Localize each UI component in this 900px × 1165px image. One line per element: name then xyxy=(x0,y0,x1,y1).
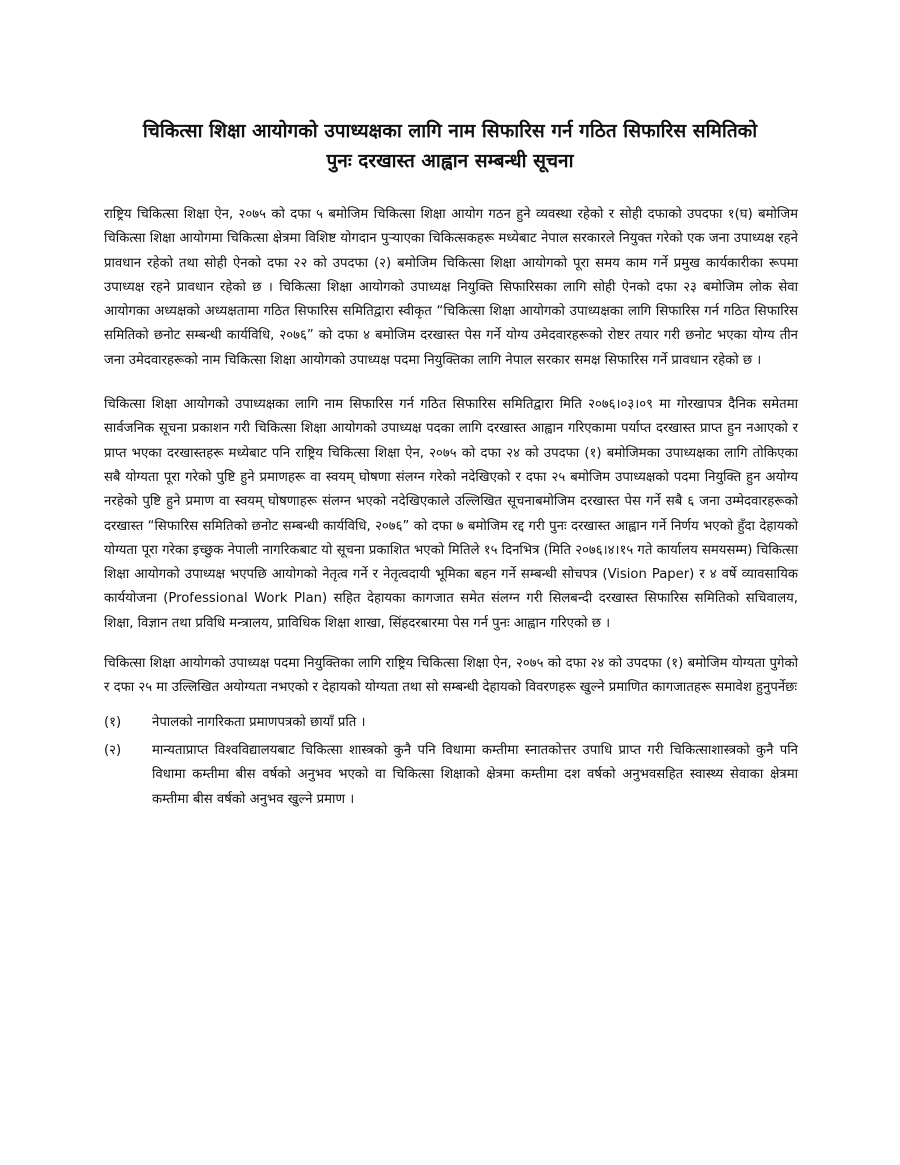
paragraph-3: चिकित्सा शिक्षा आयोगको उपाध्यक्ष पदमा नियुक्तिका लागि राष्ट्रिय चिकित्सा शिक्षा ऐन, २०७५ को दफा २४ को उपदफा (१) बमोजिम योग्यता पुगेको र दफा २५ मा उल्लिखित अयोग्यता नभएको र देहायको योग्यता तथा सो सम्बन्धी देहायको विवरणहरू खुल्ने प्रमाणित कागजातहरू समावेश हुनुपर्नेछः xyxy=(104,656,798,696)
list-item xyxy=(104,739,798,812)
list-item-text: नेपालको नागरिकता प्रमाणपत्रको छायाँ प्रति । xyxy=(152,714,366,730)
title-line-1: चिकित्सा शिक्षा आयोगको उपाध्यक्षका लागि नाम सिफारिस गर्न गठित सिफारिस समितिको xyxy=(142,120,758,142)
notice-body xyxy=(104,203,798,816)
paragraph-2: चिकित्सा शिक्षा आयोगको उपाध्यक्षका लागि नाम सिफारिस गर्न गठित सिफारिस समितिद्वारा मिति २०७६।०३।०९ मा गोरखापत्र दैनिक समेतमा सार्वजनिक सूचना प्रकाशन गरी चिकित्सा शिक्षा आयोगको उपाध्यक्ष पदका लागि दरखास्त आह्वान गरिएकामा पर्याप्त दरखास्त प्राप्त हुन नआएको र प्राप्त भएका दरखास्तहरू मध्येबाट पनि राष्ट्रिय चिकित्सा शिक्षा ऐन, २०७५ को दफा २४ को उपदफा (१) बमोजिमका उपाध्यक्षका लागि तोकिएका सबै योग्यता पूरा गरेको पुष्टि हुने प्रमाणहरू वा स्वयम् घोषणा संलग्न गरेको नदेखिएको र दफा २५ बमोजिम उपाध्यक्षको पदमा नियुक्ति हुन अयोग्य नरहेको पुष्टि हुने प्रमाण वा स्वयम् घोषणाहरू संलग्न भएको नदेखिएकाले उल्लिखित सूचनाबमोजिम दरखास्त पेस गर्ने सबै ६ जना उम्मेदवारहरूको दरखास्त “सिफारिस समितिको छनोट सम्बन्धी कार्यविधि, २०७६” को दफा ७ बमोजिम रद्द गरी पुनः दरखास्त आह्वान गर्ने निर्णय भएको हुँदा देहायको योग्यता पूरा गरेका इच्छुक नेपाली नागरिकबाट यो सूचना प्रकाशित भएको मितिले १५ दिनभित्र (मिति २०७६।४।१५ गते कार्यालय समयसम्म) चिकित्सा शिक्षा आयोगको उपाध्यक्ष भएपछि आयोगको नेतृत्व गर्ने र नेतृत्वदायी भूमिका बहन गर्ने सम्बन्धी सोचपत्र (Vision Paper) र ४ वर्षे व्यावसायिक कार्ययोजना (Professional Work Plan) सहित देहायका कागजात समेत संलग्न गरी सिलबन्दी दरखास्त सिफारिस समितिको सचिवालय, शिक्षा, विज्ञान तथा प्रविधि मन्त्रालय, प्राविधिक शिक्षा शाखा, सिंहदरबारमा पेस गर्न पुनः आह्वान गरिएको छ । xyxy=(104,397,798,631)
list-item-text: मान्यताप्राप्त विश्वविद्यालयबाट चिकित्सा शास्त्रको कुनै पनि विधामा कम्तीमा स्नातकोत्तर उपाधि प्राप्त गरी चिकित्साशास्त्रको कुनै पनि विधामा कम्तीमा बीस वर्षको अनुभव भएको वा चिकित्सा शिक्षाको क्षेत्रमा कम्तीमा दश वर्षको अनुभवसहित स्वास्थ्य सेवाका क्षेत्रमा कम्तीमा बीस वर्षको अनुभव खुल्ने प्रमाण । xyxy=(152,742,798,807)
list-item xyxy=(104,711,798,735)
notice-title xyxy=(100,116,800,176)
requirements-list xyxy=(104,711,798,812)
paragraph-1: राष्ट्रिय चिकित्सा शिक्षा ऐन, २०७५ को दफा ५ बमोजिम चिकित्सा शिक्षा आयोग गठन हुने व्यवस्था रहेको र सोही दफाको उपदफा १(घ) बमोजिम चिकित्सा शिक्षा आयोगमा चिकित्सा क्षेत्रमा विशिष्ट योगदान पुर्‍याएका चिकित्सकहरू मध्येबाट नेपाल सरकारले नियुक्त गरेको एक जना उपाध्यक्ष रहने प्रावधान रहेको तथा सोही ऐनको दफा २२ को उपदफा (२) बमोजिम चिकित्सा शिक्षा आयोगको पूरा समय काम गर्ने प्रमुख कार्यकारीका रूपमा उपाध्यक्ष रहने प्रावधान रहेको छ । चिकित्सा शिक्षा आयोगको उपाध्यक्ष नियुक्ति सिफारिसका लागि सोही ऐनको दफा २३ बमोजिम लोक सेवा आयोगका अध्यक्षको अध्यक्षतामा गठित सिफारिस समितिद्वारा स्वीकृत “चिकित्सा शिक्षा आयोगको उपाध्यक्षका लागि सिफारिस गर्न गठित सिफारिस समितिको छनोट सम्बन्धी कार्यविधि, २०७६” को दफा ४ बमोजिम दरखास्त पेस गर्ने योग्य उमेदवारहरूको रोष्टर तयार गरी छनोट भएका योग्य तीन जना उमेदवारहरूको नाम चिकित्सा शिक्षा आयोगको उपाध्यक्ष पदमा नियुक्तिका लागि नेपाल सरकार समक्ष सिफारिस गर्ने प्रावधान रहेको छ । xyxy=(104,207,798,368)
list-item-number: (२) xyxy=(104,742,122,758)
title-line-2: पुनः दरखास्त आह्वान सम्बन्धी सूचना xyxy=(326,150,574,172)
list-item-number: (१) xyxy=(104,714,122,730)
